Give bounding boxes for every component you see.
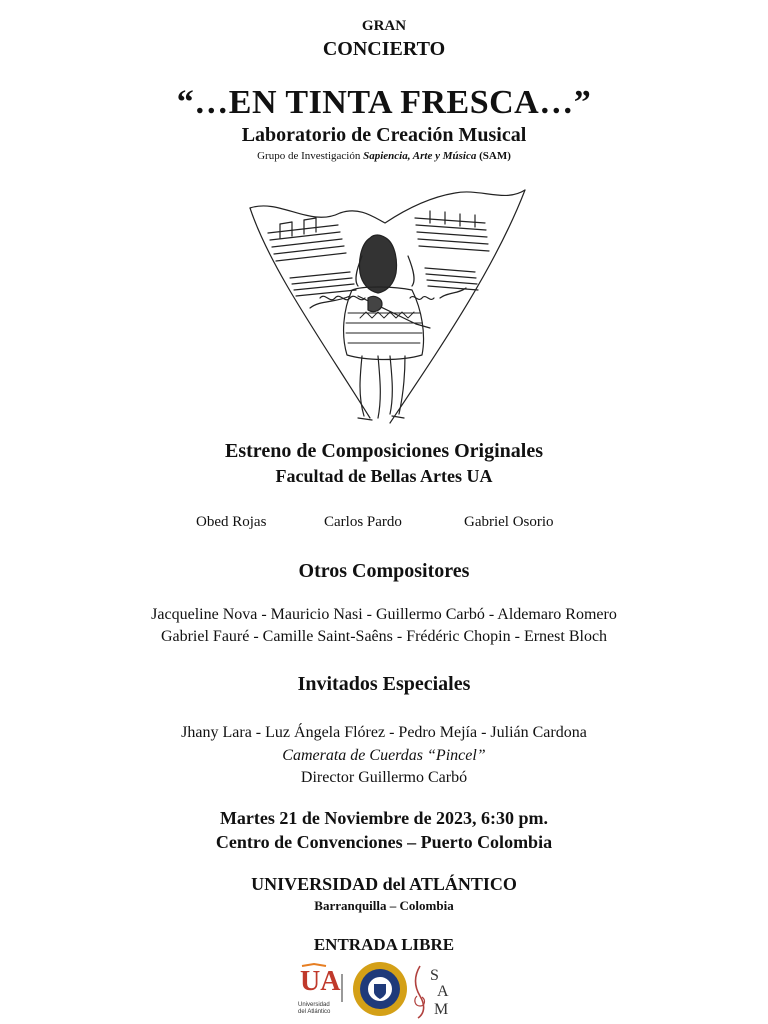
ua-caption: Universidad <box>298 1002 330 1008</box>
university-city: Barranquilla – Colombia <box>314 898 454 913</box>
sam-letter: M <box>434 1001 449 1018</box>
other-composers-line: Jacqueline Nova - Mauricio Nasi - Guillermo Carbó - Aldemaro Romero <box>151 606 617 623</box>
faculty-name: Facultad de Bellas Artes UA <box>275 466 493 486</box>
composer-list <box>0 514 768 534</box>
other-composers-line: Gabriel Fauré - Camille Saint-Saêns - Frédéric Chopin - Ernest Bloch <box>160 628 608 645</box>
ensemble-name: Camerata de Cuerdas “Pincel” <box>282 747 486 764</box>
research-group <box>0 150 768 162</box>
university-logo-icon <box>298 964 341 1015</box>
event-date: Martes 21 de Noviembre de 2023, 6:30 pm. <box>219 808 549 828</box>
research-group-suffix: (SAM) <box>476 150 511 162</box>
free-entry-label: ENTRADA LIBRE <box>313 935 455 954</box>
other-composers-heading: Otros Compositores <box>298 560 470 582</box>
composer-name: Obed Rojas <box>196 514 267 530</box>
ua-caption: del Atlántico <box>298 1009 331 1015</box>
event-venue: Centro de Convenciones – Puerto Colombia <box>215 832 553 852</box>
sam-letter: S <box>430 967 439 984</box>
sam-letter: A <box>437 983 449 1000</box>
sam-logo-icon <box>415 966 449 1018</box>
ensemble-director: Director Guillermo Carbó <box>300 769 468 786</box>
seal-icon <box>353 962 407 1016</box>
research-group-prefix: Grupo de Investigación <box>257 150 364 162</box>
concert-title: “…EN TINTA FRESCA…” <box>176 84 592 121</box>
university-name: UNIVERSIDAD del ATLÁNTICO <box>251 874 517 894</box>
header-gran: GRAN <box>361 18 407 34</box>
ua-mark: UA <box>300 966 341 997</box>
lab-subtitle: Laboratorio de Creación Musical <box>241 124 527 146</box>
composer-name: Carlos Pardo <box>324 514 402 530</box>
guest-performers: Jhany Lara - Luz Ángela Flórez - Pedro Mejía - Julián Cardona <box>181 724 587 741</box>
sponsor-logos <box>296 960 472 1020</box>
research-group-name: Sapiencia, Arte y Música <box>363 150 477 162</box>
premiere-heading: Estreno de Composiciones Originales <box>225 440 543 462</box>
header-concierto: CONCIERTO <box>322 38 446 60</box>
composer-name: Gabriel Osorio <box>464 514 554 530</box>
violinist-sketch-icon <box>240 178 530 438</box>
guests-heading: Invitados Especiales <box>297 673 471 695</box>
